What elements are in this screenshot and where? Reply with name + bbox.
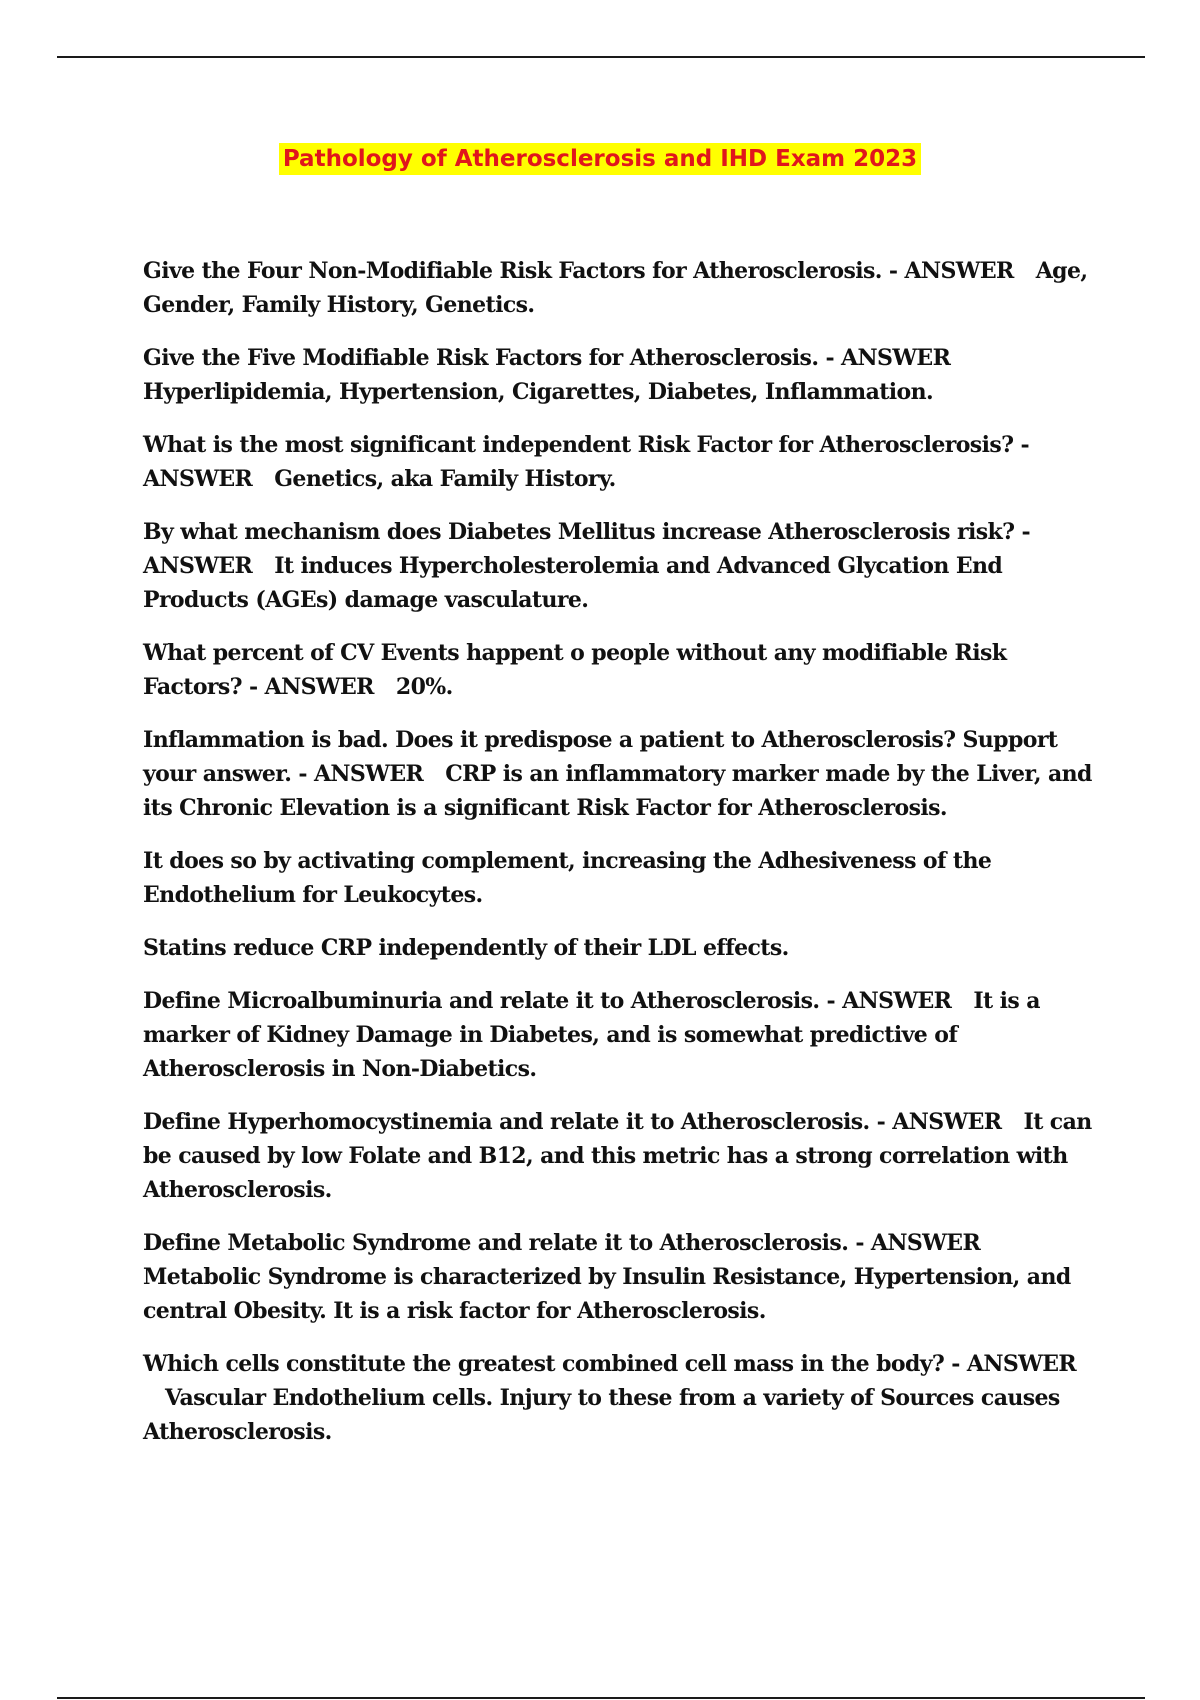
answer-text: Age, Gender, Family History, Genetics. [143,258,1088,318]
answer-text: It is a marker of Kidney Damage in Diabetes, and is somewhat predictive of Atherosclerosis in Non-Diabetics. [143,988,1040,1082]
question-text: By what mechanism does Diabetes Mellitus increase Atherosclerosis risk? - ANSWER [143,519,1031,579]
answer-continuation [143,931,1098,965]
answer-text: Genetics, aka Family History. [274,466,616,492]
question-text: Give the Four Non-Modifiable Risk Factors for Atherosclerosis. - ANSWER [143,258,1014,284]
qa-item [143,984,1098,1086]
question-text: Define Hyperhomocystinemia and relate it to Atherosclerosis. - ANSWER [143,1109,1002,1135]
answer-text: It does so by activating complement, increasing the Adhesiveness of the Endothelium for Leukocytes. [143,848,992,908]
title-container [0,143,1200,175]
answer-text: It induces Hypercholesterolemia and Advanced Glycation End Products (AGEs) damage vasculature. [143,553,1003,613]
question-text: What is the most significant independent Risk Factor for Atherosclerosis? - ANSWER [143,432,1030,492]
question-text: Which cells constitute the greatest combined cell mass in the body? - ANSWER [143,1351,1077,1377]
answer-continuation [143,844,1098,912]
question-text: Define Metabolic Syndrome and relate it to Atherosclerosis. - ANSWER [143,1230,981,1256]
qa-list [143,254,1098,1468]
qa-item [143,254,1098,322]
qa-item [143,1347,1098,1449]
qa-item [143,515,1098,617]
question-text: Define Microalbuminuria and relate it to Atherosclerosis. - ANSWER [143,988,952,1014]
bottom-divider [57,1697,1145,1699]
qa-item [143,1105,1098,1207]
qa-item [143,723,1098,825]
qa-item [143,1226,1098,1328]
question-text: What percent of CV Events happent o people without any modifiable Risk Factors? - ANSWER [143,640,1007,700]
answer-text: Metabolic Syndrome is characterized by Insulin Resistance, Hypertension, and central Obesity. It is a risk factor for Atherosclerosis. [143,1264,1071,1324]
qa-item [143,341,1098,409]
top-divider [57,56,1145,58]
document-title: Pathology of Atherosclerosis and IHD Exam 2023 [279,143,921,175]
qa-item [143,636,1098,704]
question-text: Inflammation is bad. Does it predispose a patient to Atherosclerosis? Support your answer. - ANSWER [143,727,1058,787]
qa-item [143,428,1098,496]
answer-text: Statins reduce CRP independently of their LDL effects. [143,935,789,961]
question-text: Give the Five Modifiable Risk Factors for Atherosclerosis. - ANSWER [143,345,951,371]
answer-text: Hyperlipidemia, Hypertension, Cigarettes, Diabetes, Inflammation. [143,379,934,405]
answer-text: It can be caused by low Folate and B12, and this metric has a strong correlation with Atherosclerosis. [143,1109,1092,1203]
answer-text: Vascular Endothelium cells. Injury to these from a variety of Sources causes Atherosclerosis. [143,1385,1060,1445]
answer-text: 20%. [395,674,453,700]
answer-text: CRP is an inflammatory marker made by the Liver, and its Chronic Elevation is a significant Risk Factor for Atherosclerosis. [143,761,1092,821]
